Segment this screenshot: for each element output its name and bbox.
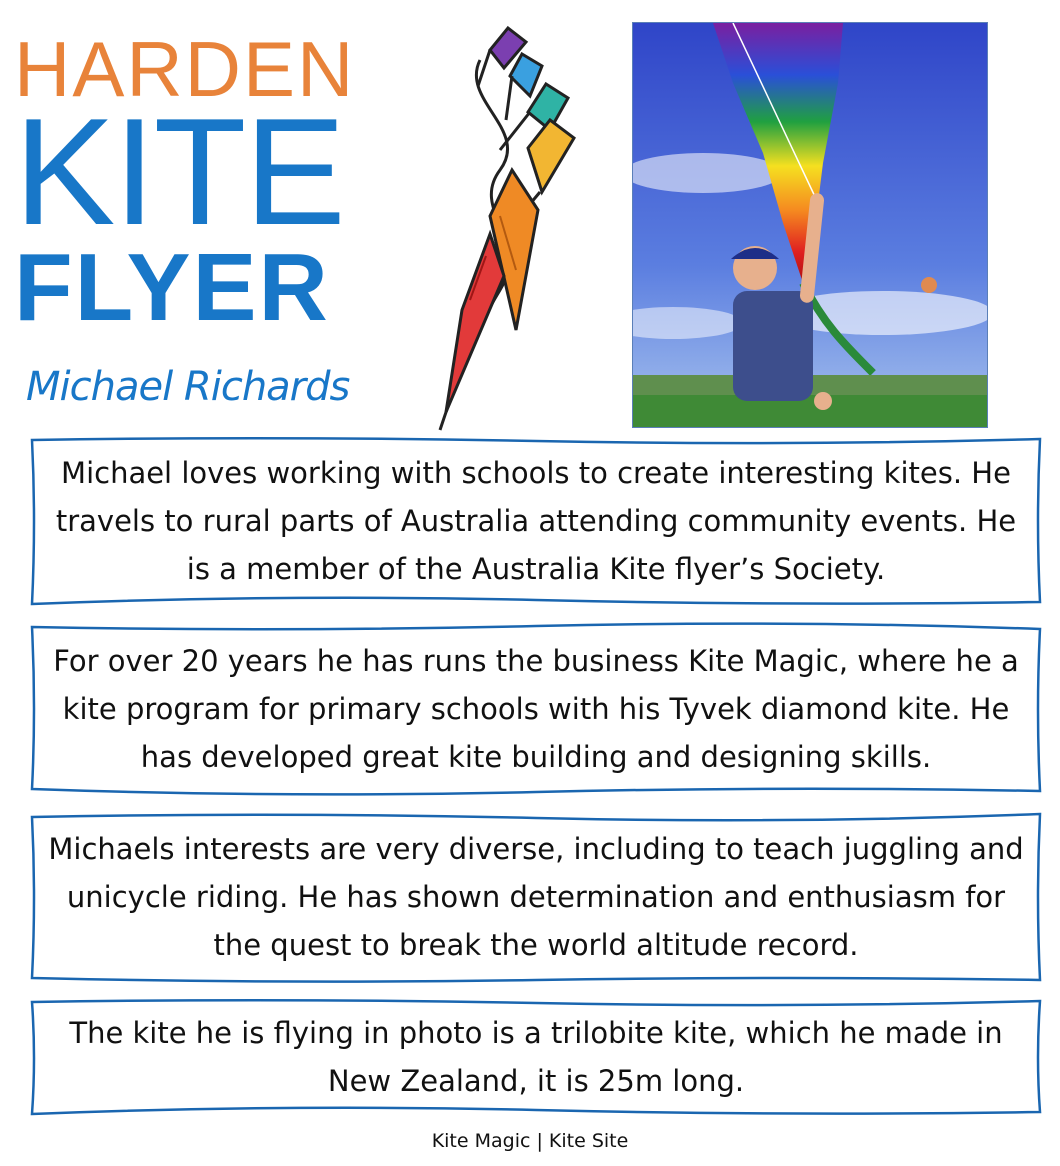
- info-box-1: [30, 436, 1042, 606]
- info-box-4: [30, 998, 1042, 1116]
- info-box-3: [30, 812, 1042, 982]
- kites-illustration: [420, 20, 590, 435]
- kite-orange-icon: [490, 170, 538, 330]
- title-flyer: FLYER: [14, 234, 330, 341]
- kite-red-icon: [446, 234, 504, 412]
- paragraph-4: The kite he is flying in photo is a trilobite kite, which he made in New Zealand, it is 25m long.: [69, 1016, 1003, 1098]
- paragraph-3: Michaels interests are very diverse, including to teach juggling and unicycle riding. He has shown determination and enthusiasm for the quest to break the world altitude record.: [48, 832, 1024, 962]
- paragraph-2: For over 20 years he has runs the business Kite Magic, where he a kite program for primary schools with his Tyvek diamond kite. He has developed great kite building and designing skills.: [53, 644, 1019, 774]
- title-kite: KITE: [14, 87, 344, 257]
- title-harden: HARDEN: [14, 25, 356, 113]
- person-name: Michael Richards: [26, 364, 350, 410]
- info-box-2: [30, 624, 1042, 794]
- kite-flyer-photo: [632, 22, 988, 428]
- footer: Kite Magic | Kite Site: [431, 1130, 629, 1152]
- paragraph-1: Michael loves working with schools to create interesting kites. He travels to rural parts of Australia attending community events. He is a member of the Australia Kite flyer’s Society.: [55, 456, 1017, 586]
